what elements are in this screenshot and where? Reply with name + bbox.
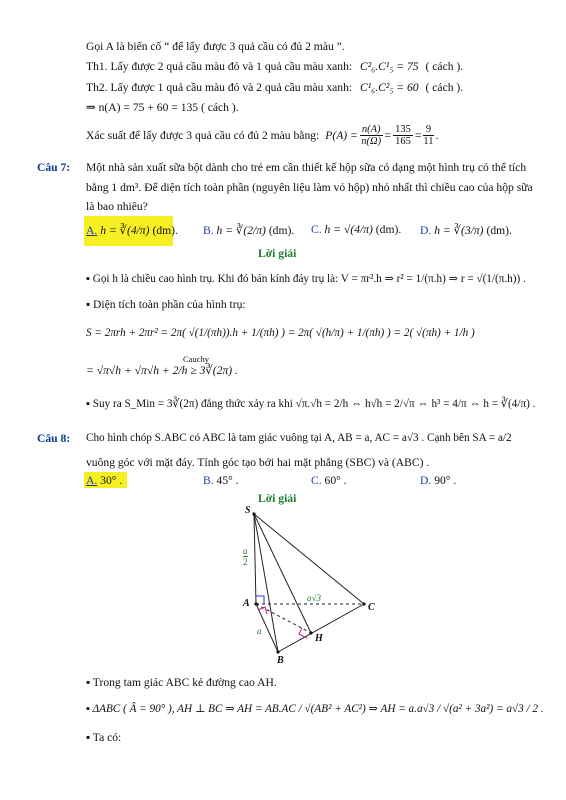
th1-line — [86, 60, 463, 73]
label-sa-frac: a 2 — [243, 546, 248, 567]
edge-sh — [254, 514, 311, 633]
q7-solution-step3: S = 2πrh + 2πr² = 2π( √(1/(πh)).h + 1/(πh) ) = 2π( √(h/π) + 1/(πh) ) = 2( √(πh) + 1/h ) — [86, 327, 475, 339]
q7-option-a-text: A. h = ∛(4/π) (dm). — [86, 224, 178, 237]
q7-solution-step1: ▪ Gọi h là chiều cao hình trụ. Khi đó bán kính đáy trụ là: V = πr².h ⇒ r² = 1/(π.h) ⇒ r = √(1/(π.h)) . — [86, 273, 526, 285]
q7-option-c: C. h = √(4/π) (dm). — [311, 223, 402, 236]
edge-bc — [278, 604, 364, 652]
q8-solution-step2: ▪ ΔABC ( Â = 90° ), AH ⊥ BC ⇒ AH = AB.AC / √(AB² + AC²) ⇒ AH = a.a√3 / √(a² + 3a²) = a√3 / 2 . — [86, 703, 544, 715]
th2-line — [86, 81, 463, 94]
prob-text: Xác suất để lấy được 3 quả cầu có đủ 2 màu bằng: — [86, 128, 320, 142]
pyramid-figure — [230, 500, 390, 670]
q8-option-d: D. 90° . — [420, 474, 457, 487]
q7-label: Câu 7: — [37, 161, 71, 174]
q8-solution-step3: ▪ Ta có: — [86, 731, 122, 744]
prob-frac-3: $\frac{9}{11}$ — [423, 123, 434, 147]
q8-option-c: C. 60° . — [311, 474, 347, 487]
th2-math: C¹₆.C²₅ = 60 — [360, 81, 419, 94]
th2-text: Th2. Lấy được 1 quả cầu màu đỏ và 2 quả cầu màu xanh: — [86, 81, 353, 94]
label-h: H — [315, 633, 323, 644]
q7-solution-step4: = √π√h + √π√h + 2/h ≥ 3∛(2π) . Cauchy — [86, 354, 238, 377]
label-c: C — [368, 602, 375, 613]
right-angle-a — [256, 596, 264, 604]
q7-solution-title: Lời giải — [258, 247, 297, 260]
label-b: B — [277, 655, 284, 666]
label-ac: a√3 — [307, 593, 321, 603]
prob-frac-2: $\frac{135}{165}$ — [395, 123, 411, 147]
q7-solution-step2: ▪ Diện tích toàn phần của hình trụ: — [86, 298, 246, 311]
q7-line3: là bao nhiêu? — [86, 200, 148, 213]
sum-line: ⇒ n(A) = 75 + 60 = 135 ( cách ). — [86, 101, 239, 114]
th1-tail: ( cách ). — [425, 60, 464, 73]
edge-sa — [254, 514, 256, 604]
prob-lhs: P(A) = — [325, 128, 358, 142]
q7-line2: bằng 1 dm³. Để diện tích toàn phần (nguyên liệu làm vỏ hộp) nhỏ nhất thì chiều cao của hộp sữa — [86, 181, 533, 194]
q7-solution-step5: ▪ Suy ra S_Min = 3∛(2π) đẳng thức xảy ra khi √π.√h = 2/h ⇔ h√h = 2/√π ⇔ h³ = 4/π ⇔ h = ∛(4/π) . — [86, 398, 536, 410]
q8-solution-step1: ▪ Trong tam giác ABC kẻ đường cao AH. — [86, 676, 277, 689]
label-s: S — [245, 505, 251, 516]
q8-option-b: B. 45° . — [203, 474, 239, 487]
edge-sc — [254, 514, 364, 604]
probability-line: Xác suất để lấy được 3 quả cầu có đủ 2 màu bằng: P(A) = $\frac{n(A)}{n(\Omega)}$ = $\frac{135}{165}$ = $\frac{9}{11}$ . — [86, 123, 439, 147]
q7-option-d: D. h = ∛(3/π) (dm). — [420, 224, 512, 237]
th1-math: C²₆.C¹₅ = 75 — [360, 60, 419, 73]
q7-option-b: B. h = ∛(2/π) (dm). — [203, 224, 295, 237]
q8-line1: Cho hình chóp S.ABC có ABC là tam giác vuông tại A, AB = a, AC = a√3 . Cạnh bên SA = a/2 — [86, 432, 512, 444]
th1-text: Th1. Lấy được 2 quả cầu màu đỏ và 1 quả cầu màu xanh: — [86, 60, 353, 73]
q8-line2: vuông góc với mặt đáy. Tính góc tạo bởi hai mặt phẳng (SBC) và (ABC) . — [86, 456, 430, 469]
q8-option-a: A. 30° . — [86, 474, 123, 487]
th2-tail: ( cách ). — [425, 81, 464, 94]
label-a: A — [243, 598, 250, 609]
q8-solution-title: Lời giải — [258, 492, 297, 505]
q8-label: Câu 8: — [37, 432, 71, 445]
q7-line1: Một nhà sản xuất sữa bột dành cho trẻ em cần thiết kế hộp sữa có dạng một hình trụ có thể tích — [86, 161, 527, 174]
label-ab: a — [257, 626, 262, 636]
cauchy-label: Cauchy — [183, 354, 209, 364]
prob-frac-1: $\frac{n(A)}{n(\Omega)}$ — [361, 123, 382, 147]
edge-ah-hidden — [256, 604, 311, 633]
intro-line-a: Gọi A là biến cố “ để lấy được 3 quả cầu có đủ 2 màu ”. — [86, 40, 345, 53]
